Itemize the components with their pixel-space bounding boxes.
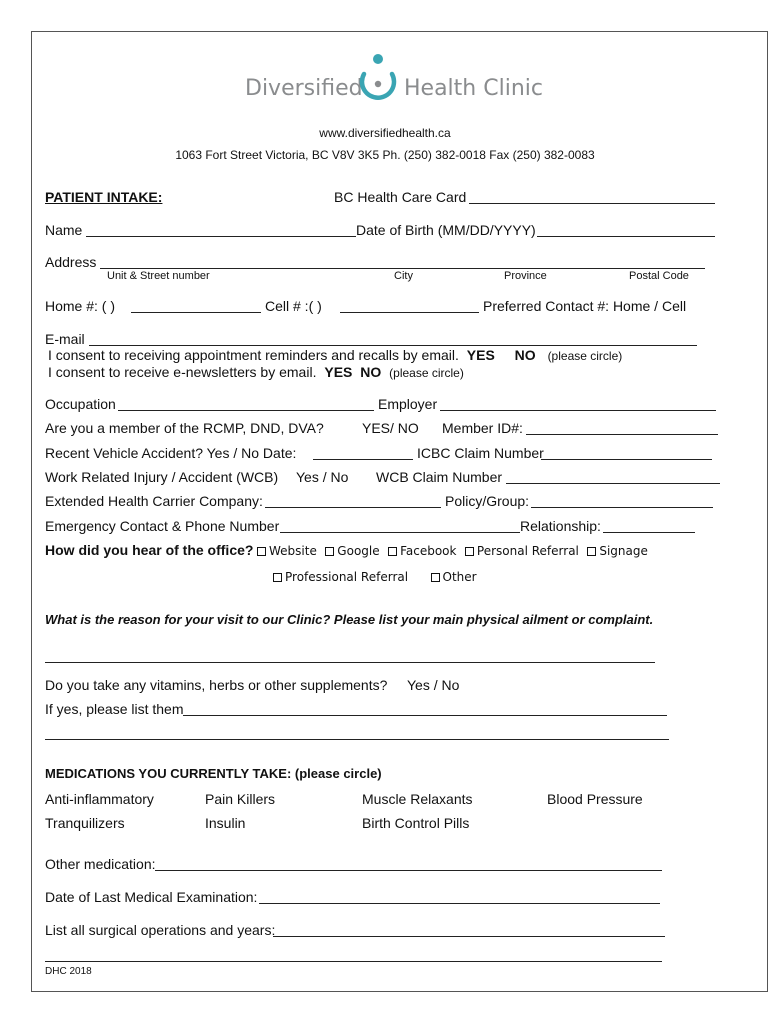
logo-left-text: Diversified xyxy=(245,76,363,101)
med-blood-pressure[interactable]: Blood Pressure xyxy=(547,791,643,807)
relationship-label: Relationship: xyxy=(520,518,601,534)
supplements-field[interactable] xyxy=(183,715,667,716)
address-sub-province: Province xyxy=(504,270,547,282)
accident-date-field[interactable] xyxy=(313,459,413,460)
icbc-field[interactable] xyxy=(541,459,712,460)
surgical-field[interactable] xyxy=(273,936,665,937)
if-yes-label: If yes, please list them xyxy=(45,701,184,717)
reason-question: What is the reason for your visit to our Clinic? Please list your main physical ailment or complaint. xyxy=(45,612,654,627)
bc-card-label: BC Health Care Card xyxy=(334,189,467,205)
med-insulin[interactable]: Insulin xyxy=(205,815,246,831)
address-label: Address xyxy=(45,254,97,270)
intake-form-page xyxy=(31,31,768,992)
email-label: E-mail xyxy=(45,331,85,347)
relationship-field[interactable] xyxy=(603,532,695,533)
rcmp-question: Are you a member of the RCMP, DND, DVA? xyxy=(45,420,324,436)
hear-options-row1 xyxy=(257,542,652,560)
dob-label: Date of Birth (MM/DD/YYYY) xyxy=(356,222,536,238)
wcb-label: WCB Claim Number xyxy=(376,469,503,485)
hear-option-other[interactable]: Other xyxy=(431,568,481,585)
cell-phone-field[interactable] xyxy=(340,312,479,313)
policy-field[interactable] xyxy=(531,507,713,508)
checkbox-icon xyxy=(431,573,440,582)
name-field[interactable] xyxy=(86,236,356,237)
home-phone-field[interactable] xyxy=(131,312,261,313)
email-field[interactable] xyxy=(89,345,697,346)
surgical-field-2[interactable] xyxy=(45,961,662,962)
med-tranquilizers[interactable]: Tranquilizers xyxy=(45,815,125,831)
consent-newsletters xyxy=(48,364,464,380)
cell-phone-label: Cell # :( ) xyxy=(265,298,322,314)
checkbox-icon xyxy=(257,547,266,556)
med-anti-inflammatory[interactable]: Anti-inflammatory xyxy=(45,791,154,807)
other-medication-label: Other medication: xyxy=(45,856,156,872)
hear-options-row2 xyxy=(273,568,481,586)
consent-reminders xyxy=(48,347,622,363)
checkbox-icon xyxy=(273,573,282,582)
consent-reminders-yes[interactable]: YES xyxy=(466,347,495,363)
member-id-label: Member ID#: xyxy=(442,420,523,436)
hear-question: How did you hear of the office? xyxy=(45,542,254,558)
last-exam-label: Date of Last Medical Examination: xyxy=(45,889,258,905)
consent-reminders-note: (please circle) xyxy=(547,349,623,363)
icbc-label: ICBC Claim Number xyxy=(417,445,544,461)
reason-field[interactable] xyxy=(45,662,655,663)
med-birth-control[interactable]: Birth Control Pills xyxy=(362,815,470,831)
work-injury-question: Work Related Injury / Accident (WCB) xyxy=(45,469,279,485)
checkbox-icon xyxy=(325,547,334,556)
consent-newsletters-note: (please circle) xyxy=(389,366,464,380)
carrier-field[interactable] xyxy=(265,507,441,508)
hear-option-signage[interactable]: Signage xyxy=(587,542,652,559)
address-sub-postal: Postal Code xyxy=(629,270,689,282)
hear-option-website[interactable]: Website xyxy=(257,542,321,559)
occupation-field[interactable] xyxy=(118,410,374,411)
hear-option-facebook[interactable]: Facebook xyxy=(388,542,460,559)
med-pain-killers[interactable]: Pain Killers xyxy=(205,791,276,807)
dob-field[interactable] xyxy=(537,236,715,237)
emergency-contact-field[interactable] xyxy=(280,532,520,533)
rcmp-yes-no[interactable]: YES/ NO xyxy=(362,420,419,436)
address-sub-street: Unit & Street number xyxy=(107,270,210,282)
consent-newsletters-text: I consent to receive e-newsletters by email. xyxy=(48,364,317,380)
carrier-label: Extended Health Carrier Company: xyxy=(45,493,263,509)
med-muscle-relaxants[interactable]: Muscle Relaxants xyxy=(362,791,473,807)
vitamins-yes-no[interactable]: Yes / No xyxy=(407,677,460,693)
wcb-field[interactable] xyxy=(506,483,720,484)
surgical-label: List all surgical operations and years: xyxy=(45,922,276,938)
vitamins-question: Do you take any vitamins, herbs or other supplements? xyxy=(45,677,388,693)
policy-label: Policy/Group: xyxy=(445,493,530,509)
hear-option-personal-referral[interactable]: Personal Referral xyxy=(465,542,583,559)
checkbox-icon xyxy=(587,547,596,556)
hear-option-professional-referral[interactable]: Professional Referral xyxy=(273,568,426,585)
employer-label: Employer xyxy=(378,396,438,412)
employer-field[interactable] xyxy=(440,410,716,411)
member-id-field[interactable] xyxy=(526,434,718,435)
logo-right-text: Health Clinic xyxy=(404,76,543,101)
consent-reminders-text: I consent to receiving appointment reminders and recalls by email. xyxy=(48,347,459,363)
consent-newsletters-no[interactable]: NO xyxy=(360,364,382,380)
checkbox-icon xyxy=(465,547,474,556)
home-phone-label: Home #: ( ) xyxy=(45,298,116,314)
patient-intake-heading: PATIENT INTAKE: xyxy=(45,189,163,205)
vehicle-accident-question: Recent Vehicle Accident? Yes / No Date: xyxy=(45,445,297,461)
hear-option-google[interactable]: Google xyxy=(325,542,383,559)
occupation-label: Occupation xyxy=(45,396,116,412)
medications-heading: MEDICATIONS YOU CURRENTLY TAKE: (please circle) xyxy=(45,766,382,781)
checkbox-icon xyxy=(388,547,397,556)
consent-reminders-no[interactable]: NO xyxy=(514,347,536,363)
logo-mark-icon xyxy=(355,50,401,104)
website-url: www.diversifiedhealth.ca xyxy=(319,126,451,140)
other-medication-field[interactable] xyxy=(155,870,662,871)
supplements-field-2[interactable] xyxy=(45,739,669,740)
form-version-footer: DHC 2018 xyxy=(45,966,92,977)
bc-card-field[interactable] xyxy=(469,203,715,204)
emergency-contact-label: Emergency Contact & Phone Number xyxy=(45,518,280,534)
address-field[interactable] xyxy=(100,268,705,269)
name-label: Name xyxy=(45,222,83,238)
preferred-contact-label: Preferred Contact #: Home / Cell xyxy=(483,298,687,314)
address-sub-city: City xyxy=(394,270,413,282)
clinic-address: 1063 Fort Street Victoria, BC V8V 3K5 Ph. (250) 382-0018 Fax (250) 382-0083 xyxy=(175,148,595,162)
consent-newsletters-yes[interactable]: YES xyxy=(324,364,353,380)
last-exam-field[interactable] xyxy=(259,903,660,904)
work-injury-yes-no[interactable]: Yes / No xyxy=(296,469,349,485)
